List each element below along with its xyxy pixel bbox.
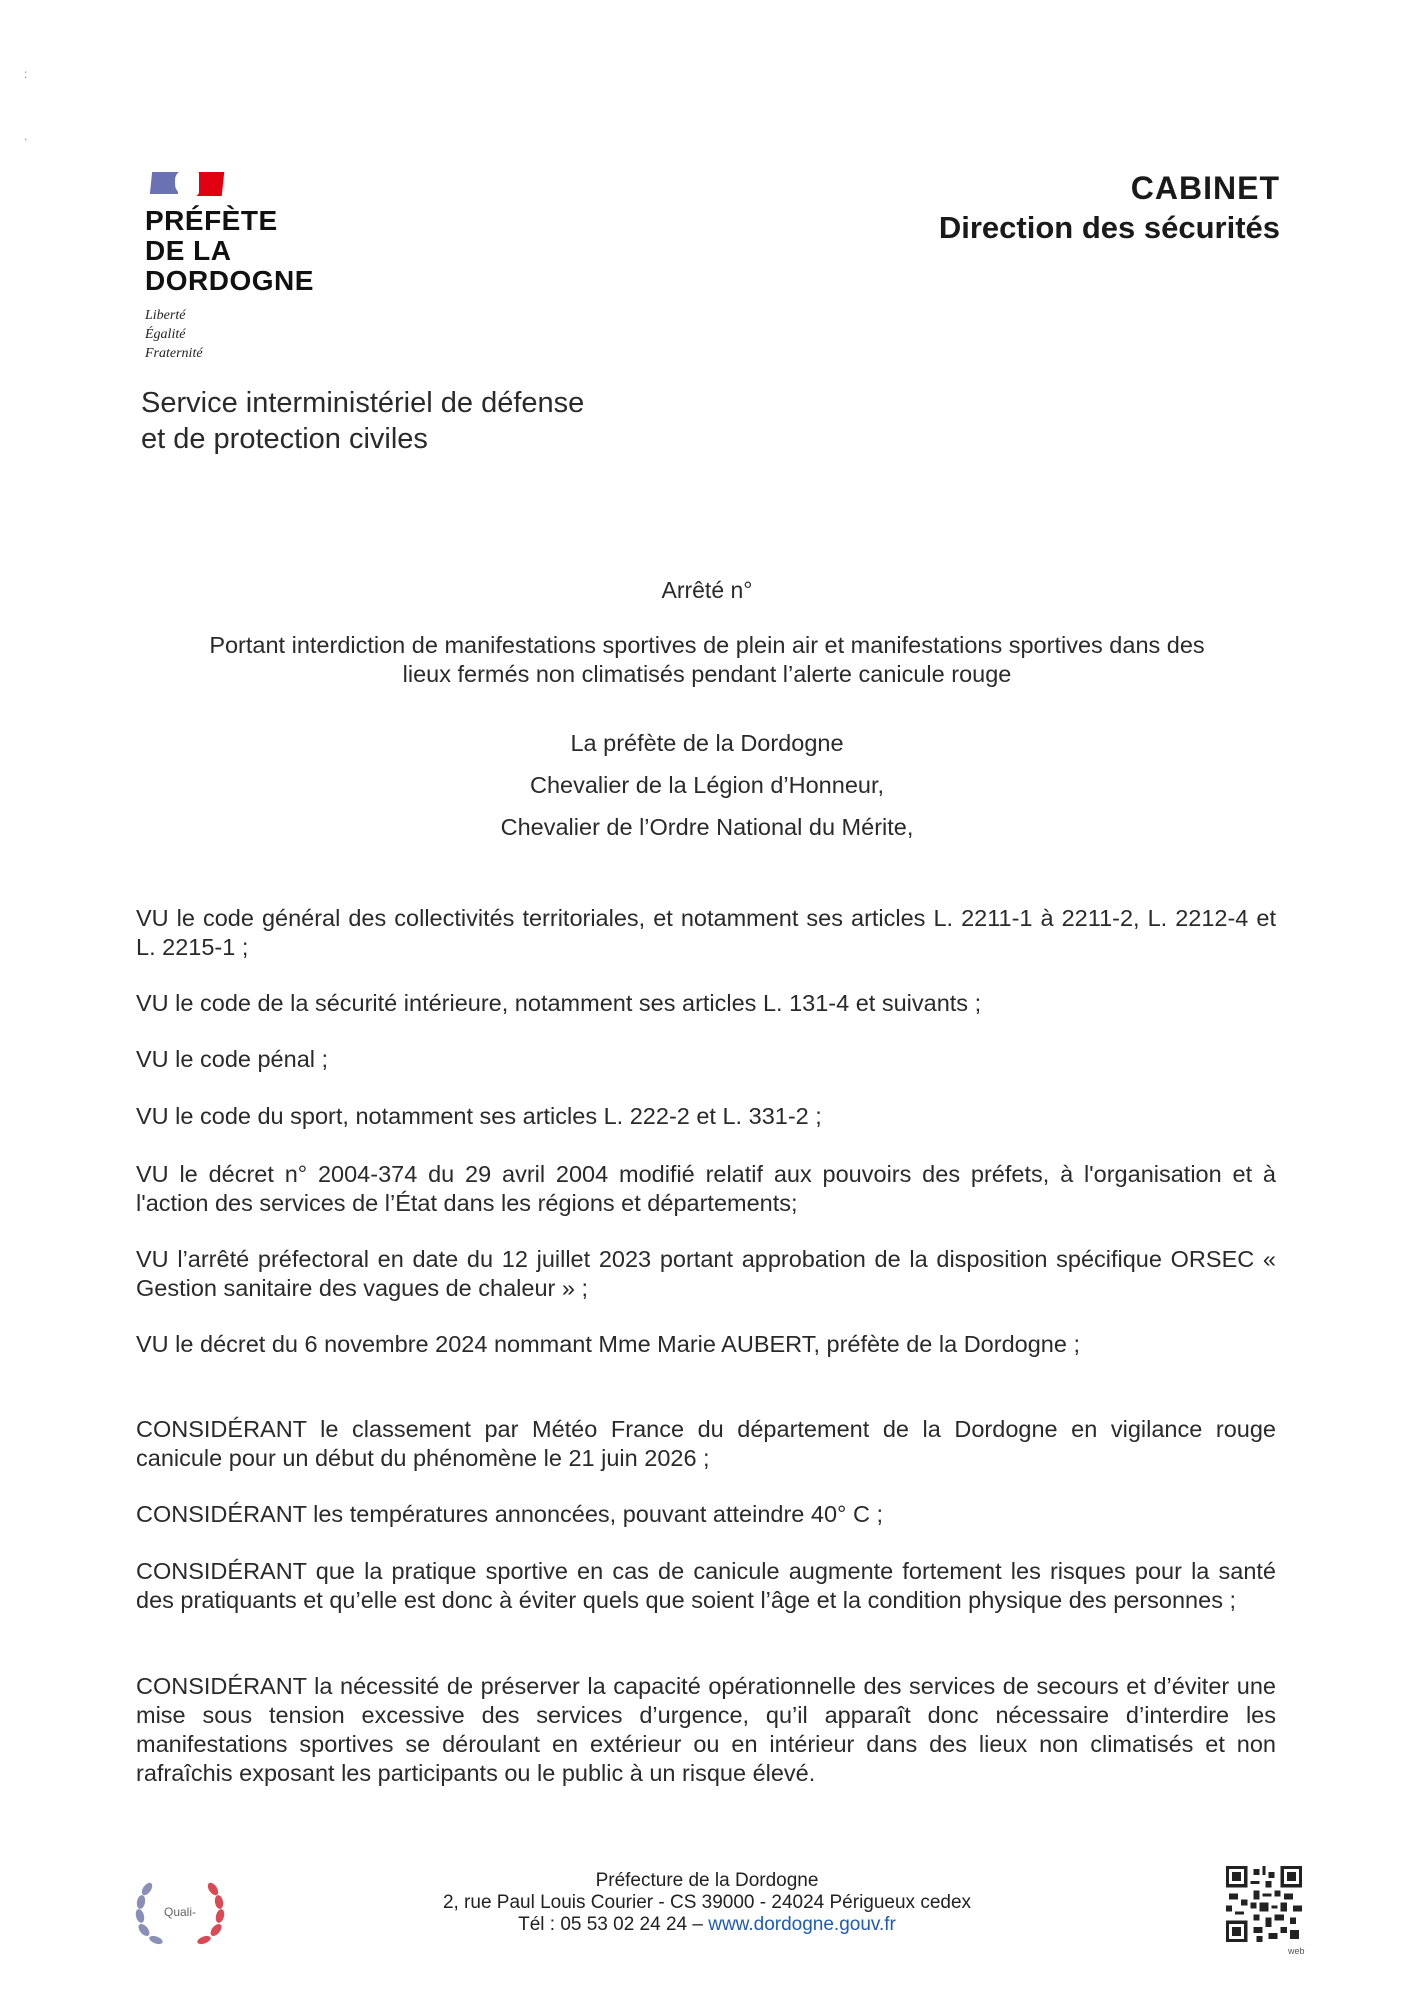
vu-paragraph: VU le code pénal ;: [136, 1046, 329, 1072]
quali-label: Quali-: [163, 1905, 197, 1919]
qr-caption: web: [1288, 1946, 1305, 1956]
direction-label: Direction des sécurités: [938, 210, 1280, 245]
republic-logo-block: [145, 168, 314, 363]
cabinet-label: CABINET: [1130, 170, 1280, 206]
qr-code-icon: [1226, 1866, 1302, 1942]
considerant-paragraph: CONSIDÉRANT la nécessité de préserver la capacité opérationnelle des services de secours et d’éviter une mise sous tension excessive des services d’urgence, qu’il apparaît donc nécessaire d’interdire les manifestations sportives se déroulant en extérieur ou en intérieur dans des lieux non climatisés et non rafraîchis exposant les participants ou le public à un risque élevé.: [136, 1673, 1276, 1786]
vu-paragraph: VU le code général des collectivités territoriales, et notamment ses articles L. 2211-1 à 2211-2, L. 2212-4 et L. 2215-1 ;: [136, 905, 1276, 960]
vu-paragraph: VU le décret n° 2004-374 du 29 avril 2004 modifié relatif aux pouvoirs des préfets, à l'organisation et à l'action des services de l’État dans les régions et départements;: [136, 1161, 1276, 1216]
arrete-object: Portant interdiction de manifestations sportives de plein air et manifestations sportives dans des lieux fermés non climatisés pendant l’alerte canicule rouge: [209, 632, 1205, 687]
service-name: Service interministériel de défense et de protection civiles: [141, 387, 585, 455]
prefecture-name: PRÉFÈTE DE LA DORDOGNE: [145, 205, 314, 296]
website-link[interactable]: www.dordogne.gouv.fr: [708, 1914, 896, 1935]
considerant-paragraph: CONSIDÉRANT les températures annoncées, pouvant atteindre 40° C ;: [136, 1501, 883, 1527]
vu-paragraph: VU le décret du 6 novembre 2024 nommant Mme Marie AUBERT, préfète de la Dordogne ;: [136, 1331, 1080, 1357]
vu-paragraph: VU l’arrêté préfectoral en date du 12 juillet 2023 portant approbation de la disposition spécifique ORSEC « Gestion sanitaire des vagues de chaleur » ;: [136, 1246, 1276, 1301]
department-heading: [939, 168, 1280, 248]
republic-motto: Liberté Égalité Fraternité: [145, 308, 203, 361]
considerant-paragraph: CONSIDÉRANT le classement par Météo France du département de la Dordogne en vigilance rouge canicule pour un début du phénomène le 21 juin 2026 ;: [136, 1416, 1276, 1471]
vu-paragraph: VU le code de la sécurité intérieure, notamment ses articles L. 131-4 et suivants ;: [136, 990, 982, 1016]
marianne-flag-icon: [145, 168, 227, 200]
considerant-paragraph: CONSIDÉRANT que la pratique sportive en cas de canicule augmente fortement les risques pour la santé des pratiquants et qu’elle est donc à éviter quels que soient l’âge et la condition physique des personnes ;: [136, 1558, 1276, 1613]
arrete-number: Arrêté n°: [661, 577, 753, 603]
footer-address: Préfecture de la Dordogne 2, rue Paul Louis Courier - CS 39000 - 24024 Périgueux cedex Tél : 05 53 02 24 24 – www.dordogne.gouv.fr: [442, 1870, 972, 1935]
vu-paragraph: VU le code du sport, notamment ses articles L. 222-2 et L. 331-2 ;: [136, 1103, 822, 1129]
prefete-titles: La préfète de la Dordogne Chevalier de la Légion d’Honneur, Chevalier de l’Ordre National du Mérite,: [500, 730, 914, 840]
scan-marks: : ˎ: [24, 67, 28, 141]
